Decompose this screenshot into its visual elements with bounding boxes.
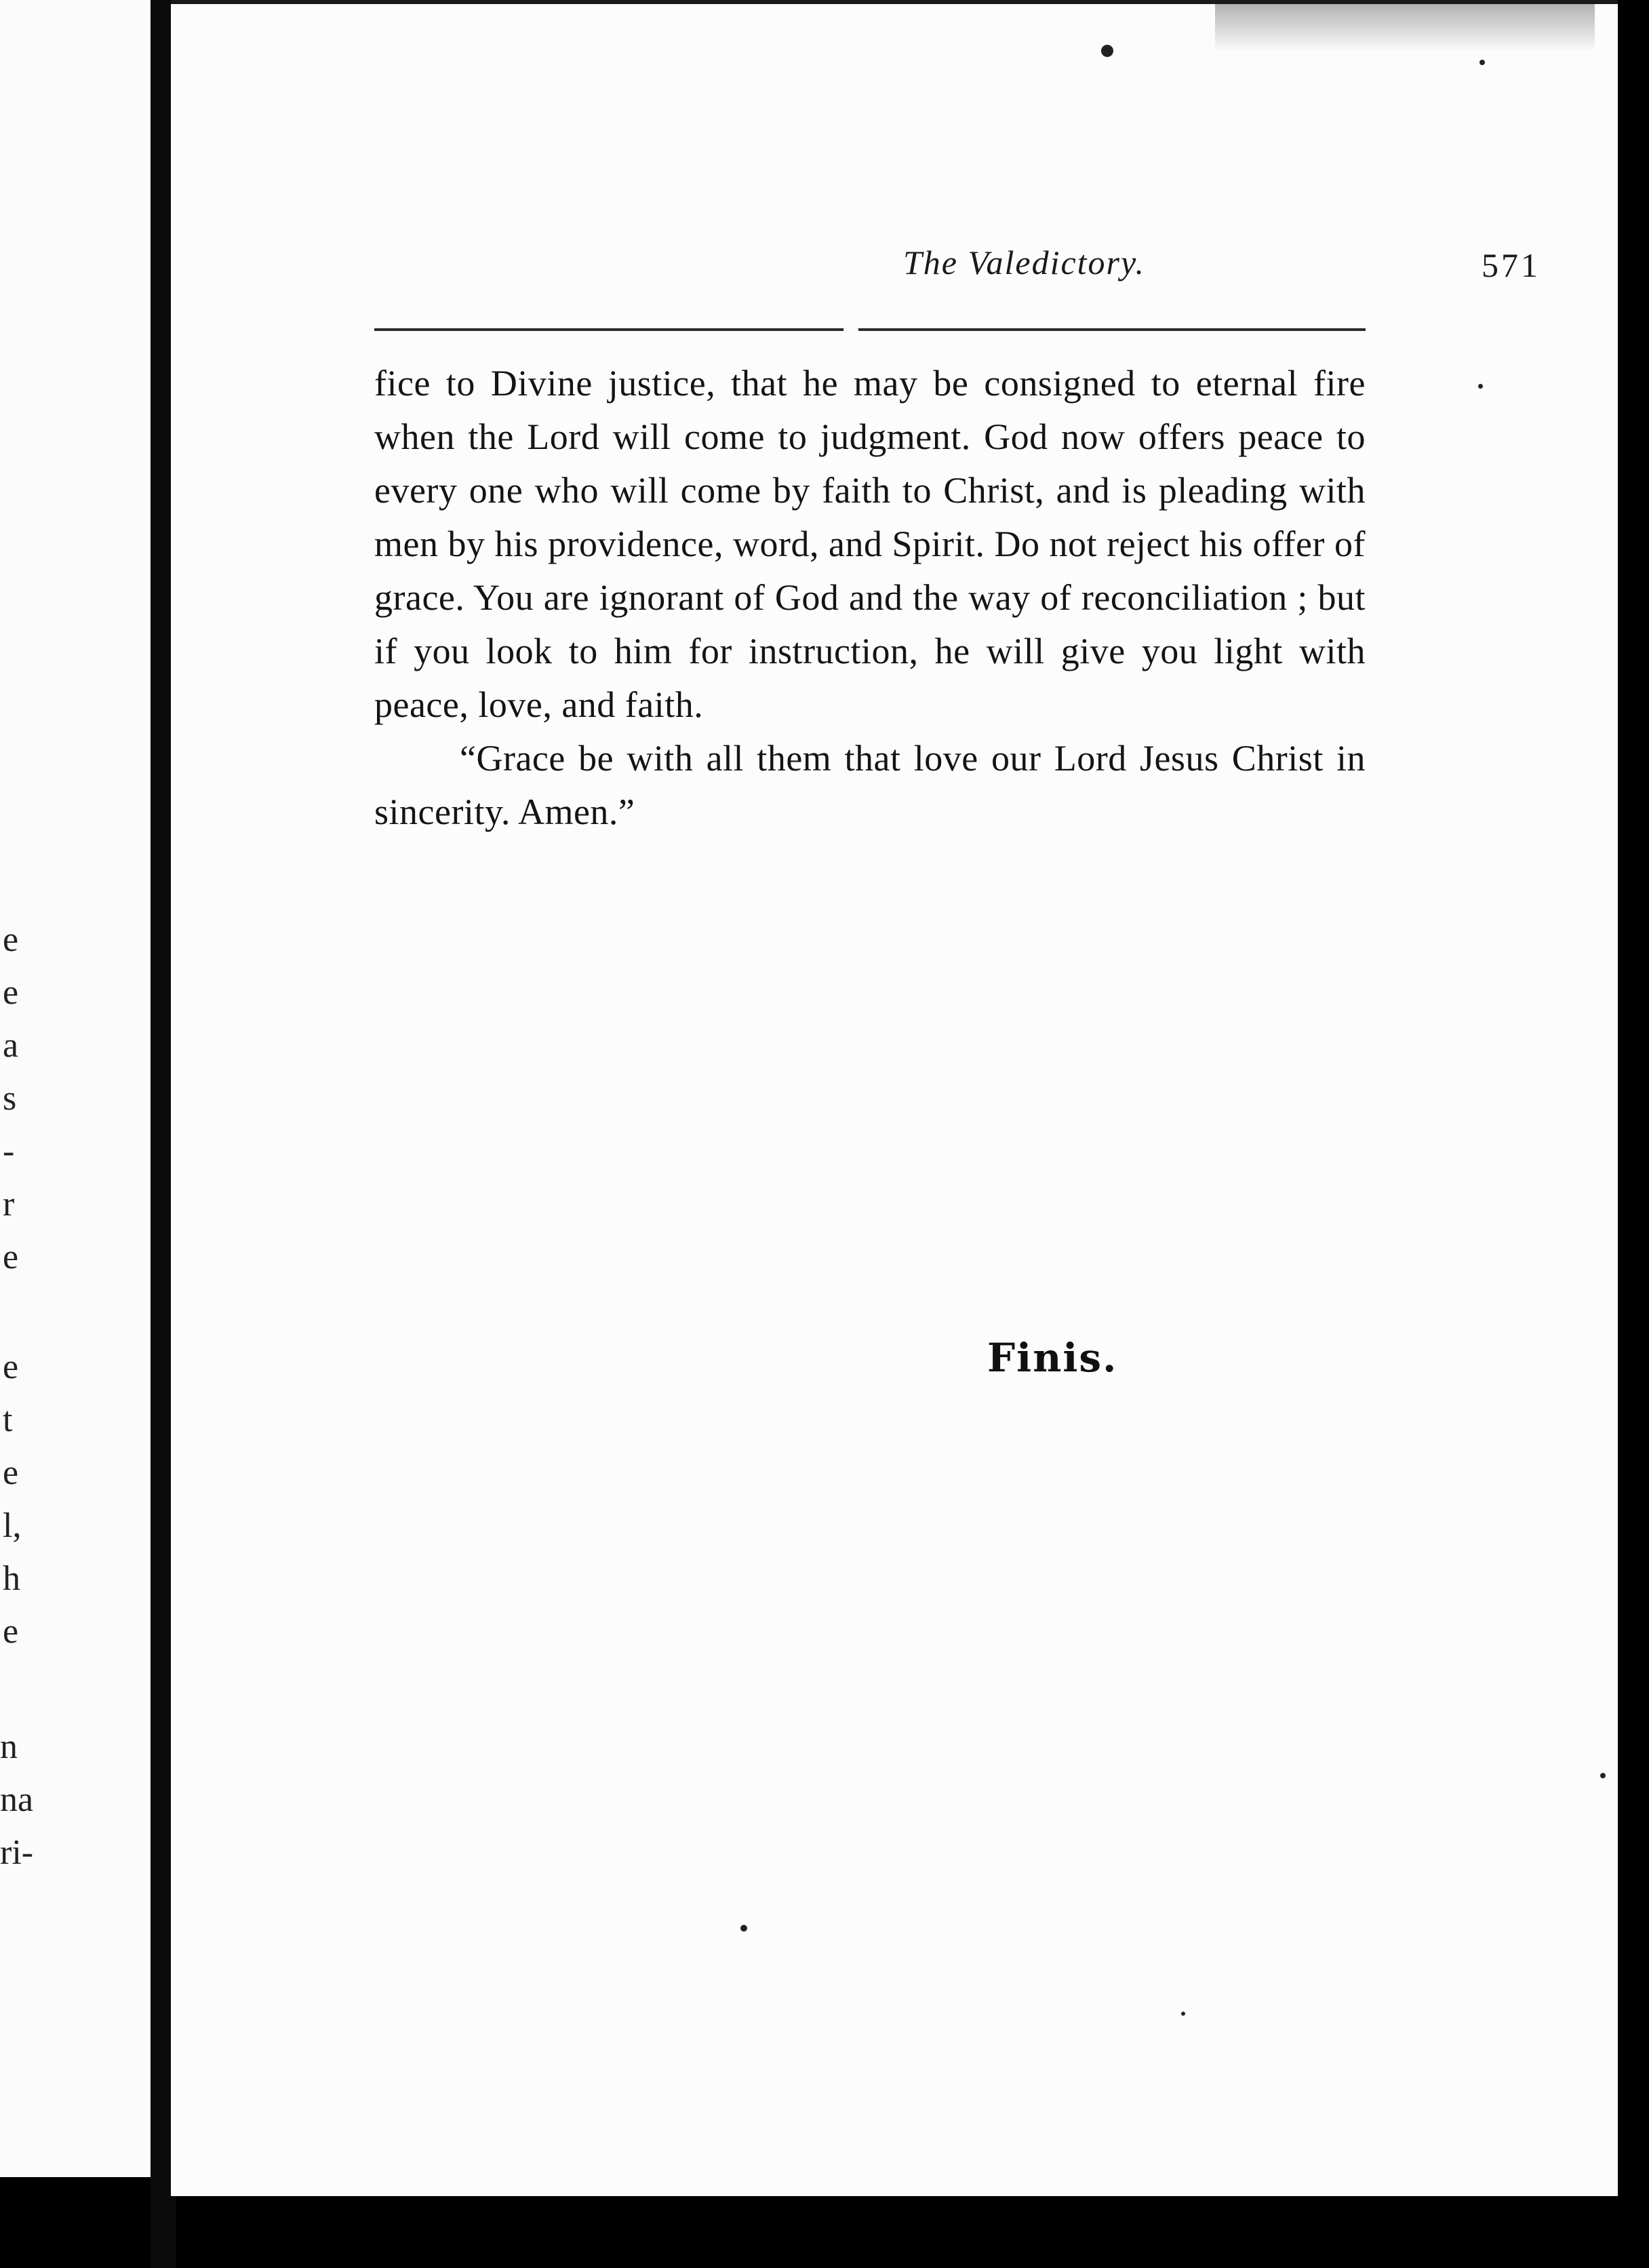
left-page-fragment: na [0,1780,34,1819]
left-page-fragment: h [3,1559,20,1598]
header-rule [374,328,1366,331]
left-page-fragment: e [3,1453,19,1492]
book-page [171,0,1618,2196]
page-number: 571 [1482,246,1541,284]
left-page-fragment: e [3,1612,19,1651]
body-text [374,357,1366,839]
running-title: The Valedictory. [903,243,1145,281]
left-page-fragment: e [3,920,19,959]
left-page-fragment: l, [3,1506,22,1545]
rule-ornament [843,323,858,338]
left-page-fragment: n [0,1727,18,1766]
ink-speck [1478,384,1483,389]
quotation-paragraph: “Grace be with all them that love our Lord Jesus Christ in sincerity. Amen.” [374,738,1366,832]
previous-page-strip [0,0,151,2177]
left-page-fragment: ri- [0,1833,34,1872]
left-page-fragment: e [3,973,19,1012]
left-page-fragment: s [3,1079,17,1118]
ink-speck [1600,1773,1606,1778]
left-page-fragment: e [3,1238,19,1276]
paragraph: fice to Divine justice, that he may be consigned to eternal fire when the Lord will come to judgment. God now offers peace to every one who will come by faith to Christ, and is pleading with men by his providence, word, and Spirit. Do not reject his offer of grace. You are ignorant of God and the way of reconciliation ; but if you look to him for instruction, he will give you light with peace, love, and faith. [374,363,1366,725]
left-page-fragment: t [3,1401,13,1439]
left-page-fragment: e [3,1348,19,1386]
left-page-fragment: - [3,1132,15,1171]
left-page-fragment: a [3,1026,19,1065]
running-header [374,243,1541,304]
finis-colophon: Finis. [987,1335,1118,1381]
ink-speck [1181,2012,1185,2016]
ink-speck [1479,60,1485,65]
ink-speck [1101,45,1113,57]
scan-shadow [1215,4,1595,52]
ink-speck [740,1925,747,1932]
left-page-fragment: r [3,1185,15,1224]
